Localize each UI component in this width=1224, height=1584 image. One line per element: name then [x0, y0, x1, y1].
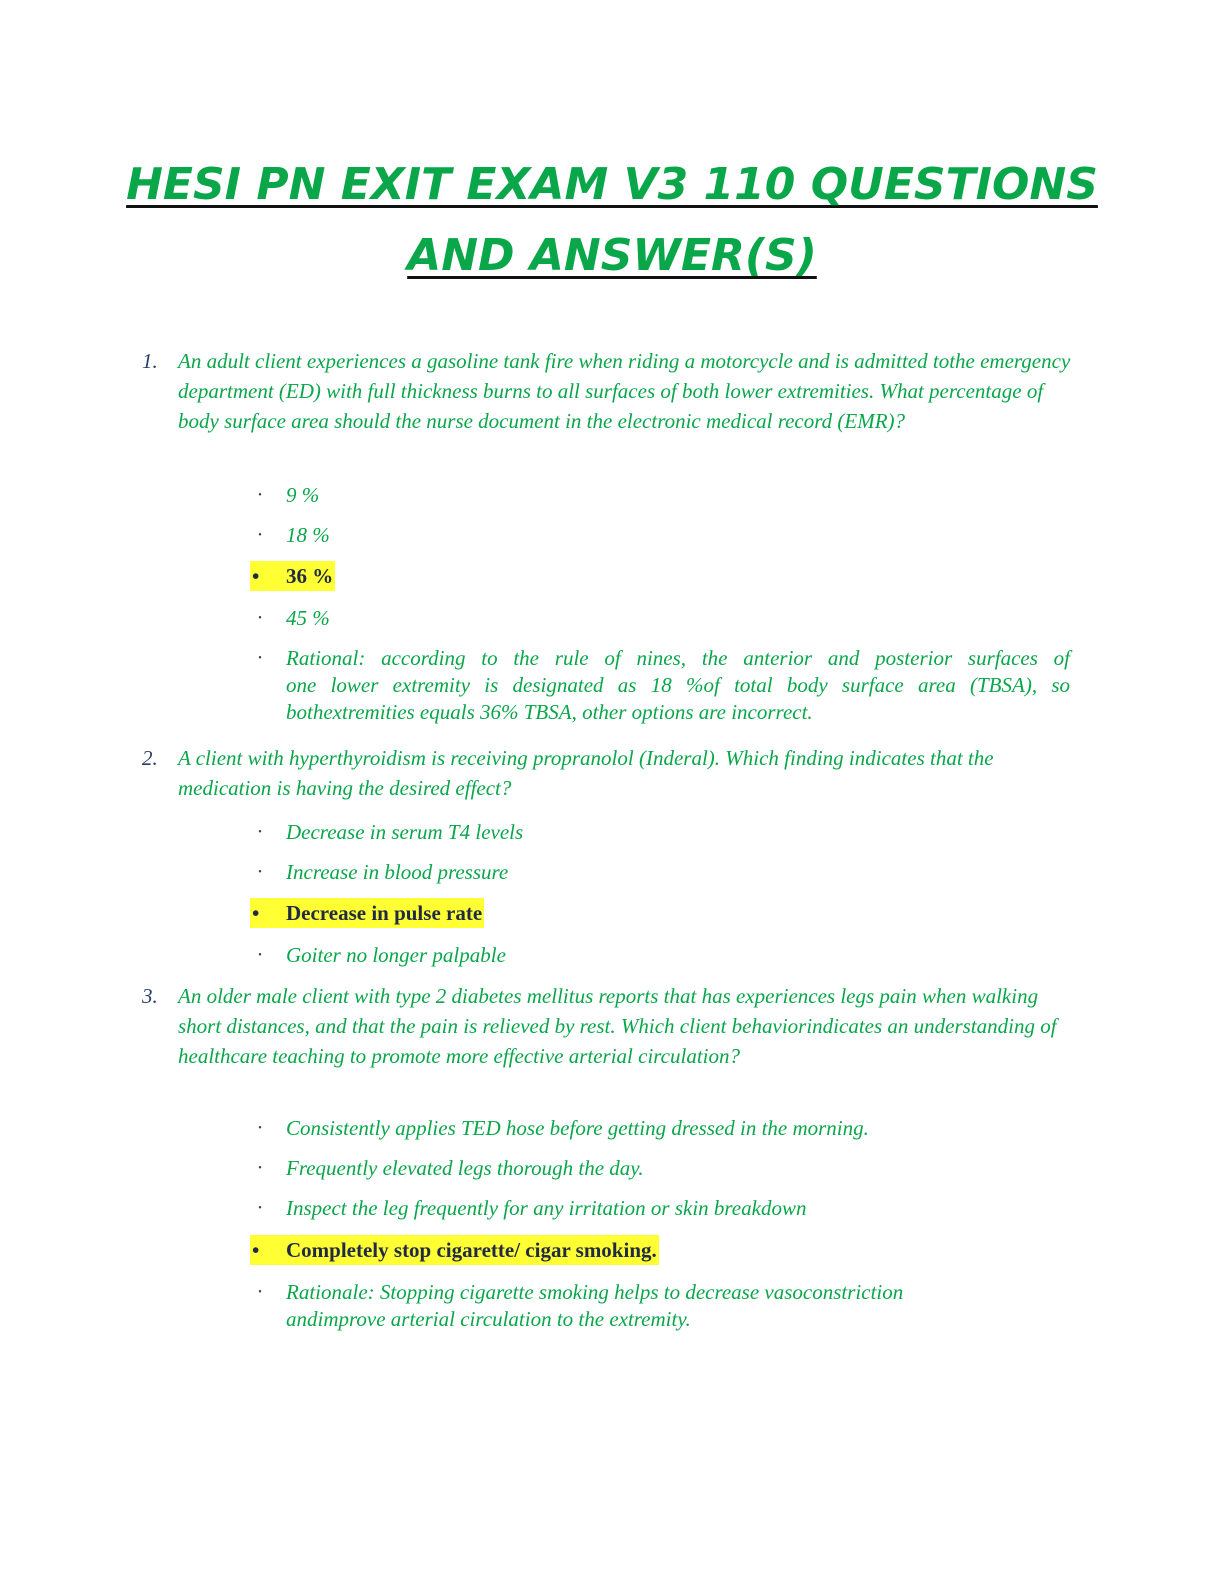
correct-answer-highlight	[250, 1235, 659, 1265]
bullet-icon: •	[258, 1123, 262, 1134]
bullet-icon: •	[258, 653, 262, 664]
document-title-line-1: HESI PN EXIT EXAM V3 110 QUESTIONS	[126, 159, 1098, 210]
option-item	[250, 819, 1070, 846]
question-text: An older male client with type 2 diabetes mellitus reports that has experiences legs pain when walking short distances, and that the pain is relieved by rest. Which client behaviorindicates an understanding of healthcare teaching to promote more effective arterial circulation?	[178, 984, 1057, 1068]
bullet-icon: •	[252, 1238, 260, 1262]
option-item	[250, 482, 1070, 509]
option-text: 9 %	[286, 483, 320, 507]
correct-answer-highlight	[250, 561, 335, 591]
question-number: 3.	[142, 984, 158, 1008]
option-item	[250, 859, 1070, 886]
option-text: Decrease in pulse rate	[286, 901, 483, 925]
option-text: 36 %	[286, 564, 334, 588]
option-text: 18 %	[286, 523, 330, 547]
option-text: Increase in blood pressure	[286, 860, 509, 884]
bullet-icon: •	[258, 867, 262, 878]
question-text: A client with hyperthyroidism is receiving propranolol (Inderal). Which finding indicates that the medication is having the desired effect?	[178, 746, 994, 800]
question-1	[142, 346, 1072, 436]
option-text: Consistently applies TED hose before getting dressed in the morning.	[286, 1116, 869, 1140]
bullet-icon: •	[252, 901, 260, 925]
document-title-line-2: AND ANSWER(S)	[407, 230, 817, 281]
bullet-icon: •	[258, 950, 262, 961]
rationale-item	[250, 645, 1070, 726]
option-text: Completely stop cigarette/ cigar smoking.	[286, 1238, 657, 1262]
bullet-icon: •	[258, 530, 262, 541]
question-number: 2.	[142, 746, 158, 770]
rationale-line: Rationale: Stopping cigarette smoking helps to decrease vasoconstriction	[286, 1280, 904, 1304]
bullet-icon: •	[258, 1163, 262, 1174]
rationale-item	[250, 1279, 1070, 1333]
question-3	[142, 981, 1072, 1071]
bullet-icon: •	[252, 564, 260, 588]
bullet-icon: •	[258, 1287, 262, 1298]
option-text: 45 %	[286, 606, 330, 630]
option-item	[250, 942, 1070, 969]
bullet-icon: •	[258, 490, 262, 501]
option-item	[250, 1195, 1070, 1222]
option-text: Frequently elevated legs thorough the day.	[286, 1156, 644, 1180]
bullet-icon: •	[258, 827, 262, 838]
option-text: Inspect the leg frequently for any irritation or skin breakdown	[286, 1196, 807, 1220]
question-2	[142, 743, 1072, 803]
option-item	[250, 1115, 1070, 1142]
option-item	[250, 1155, 1070, 1182]
rationale-line: bothextremities equals 36% TBSA, other options are incorrect.	[286, 700, 813, 724]
option-item	[250, 605, 1070, 632]
rationale-line: Rational: according to the rule of nines, the anterior and posterior surfaces of	[286, 646, 1070, 670]
rationale-line: one lower extremity is designated as 18 %of total body surface area (TBSA), so	[286, 673, 1070, 697]
correct-answer-highlight	[250, 898, 484, 928]
option-text: Goiter no longer palpable	[286, 943, 506, 967]
question-text: An adult client experiences a gasoline tank fire when riding a motorcycle and is admitted tothe emergency department (ED) with full thickness burns to all surfaces of both lower extremities. What percentage of body surface area should the nurse document in the electronic medical record (EMR)?	[178, 349, 1071, 433]
bullet-icon: •	[258, 1203, 262, 1214]
question-number: 1.	[142, 349, 158, 373]
rationale-line: andimprove arterial circulation to the extremity.	[286, 1307, 691, 1331]
option-item	[250, 522, 1070, 549]
bullet-icon: •	[258, 613, 262, 624]
option-text: Decrease in serum T4 levels	[286, 820, 524, 844]
